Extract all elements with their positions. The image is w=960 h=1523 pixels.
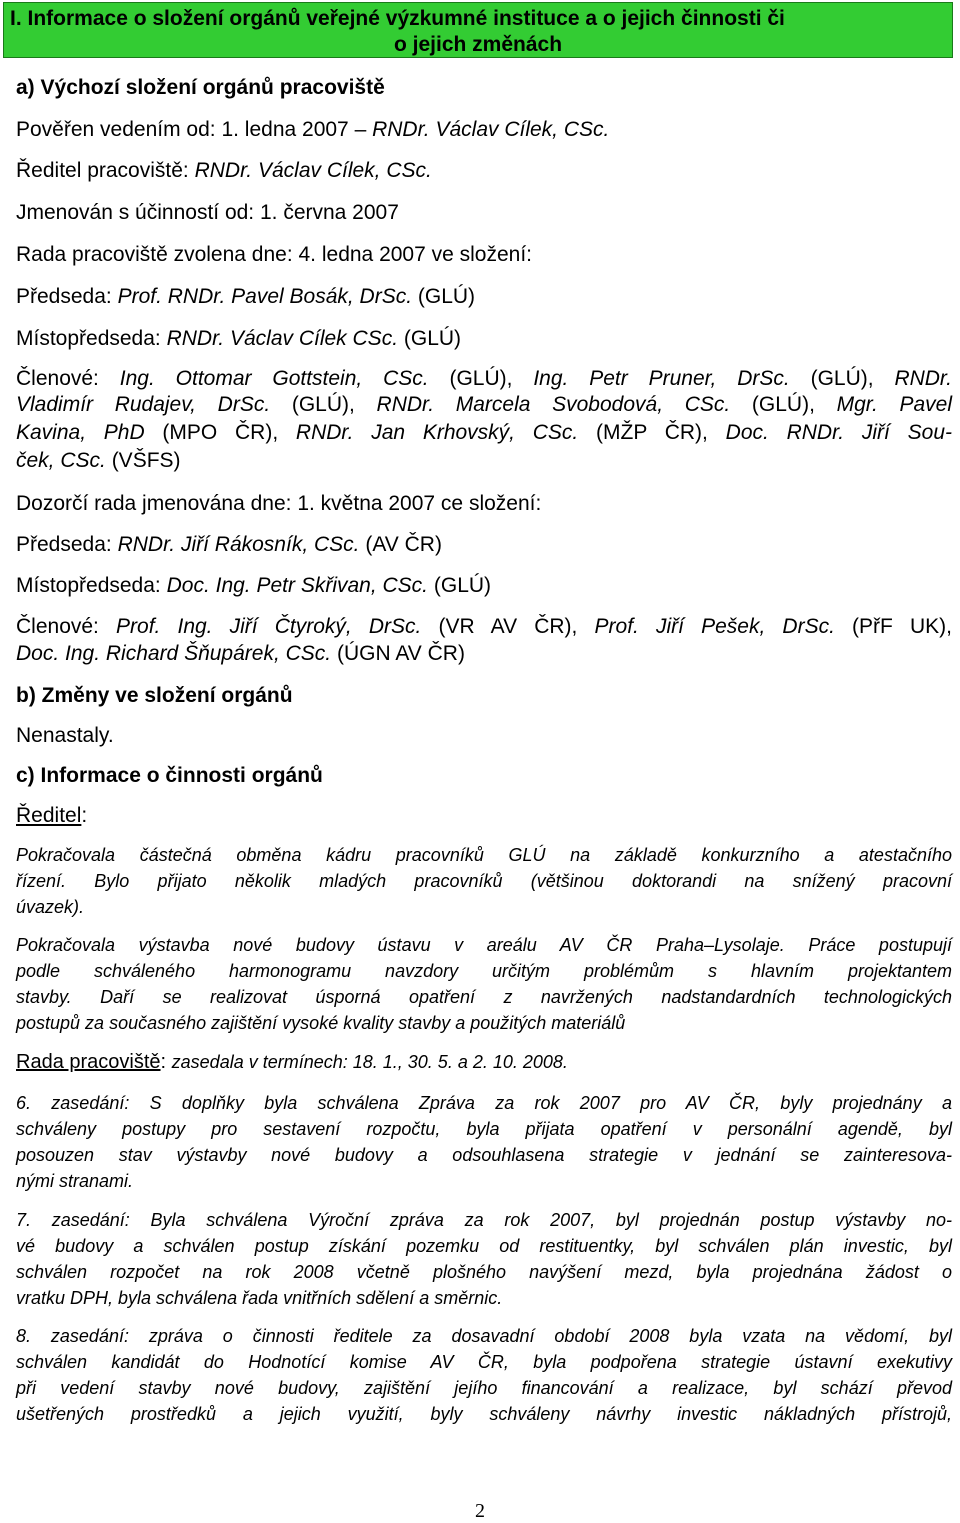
rada-clenove-label: Členové:	[16, 367, 120, 390]
zasedani-8-line-3: při vedení stavby nové budovy, zajištění jejího financování a realizace, byl schází převod	[16, 1378, 952, 1398]
rada-clen-gottstein: Ing. Ottomar Gottstein, CSc.	[119, 367, 429, 390]
rada-predseda-org: (GLÚ)	[412, 285, 476, 308]
rada-clenove-line-3	[16, 421, 952, 445]
rada-clen-org: (GLÚ),	[789, 367, 895, 390]
dozorci-clen-snuparek: Doc. Ing. Richard Šňupárek, CSc.	[16, 642, 332, 665]
rada-clenove-line-1	[16, 367, 952, 391]
dozorci-clen-org: (VR AV ČR),	[421, 615, 595, 638]
jmenovan-line: Jmenován s účinností od: 1. června 2007	[16, 201, 399, 224]
reditel-para-2-line-4: postupů za současného zajištění vysoké kvality stavby a použitých materiálů	[16, 1013, 626, 1033]
poveren-line	[16, 118, 609, 142]
rada-pracoviste-label: Rada pracoviště	[16, 1051, 161, 1073]
dozorci-mistopredseda-name: Doc. Ing. Petr Skřivan, CSc.	[166, 574, 429, 597]
rada-clen-soucek-cont: ček, CSc.	[16, 449, 106, 472]
rada-predseda-line	[16, 285, 475, 309]
section-b-text: Nenastaly.	[16, 724, 114, 747]
dozorci-jmenovana-line: Dozorčí rada jmenována dne: 1. května 2007 ce složení:	[16, 492, 542, 515]
reditel-line	[16, 159, 432, 183]
reditel-label: Ředitel pracoviště:	[16, 159, 195, 182]
rada-mistopredseda-line	[16, 327, 461, 351]
section-c-heading: c) Informace o činnosti orgánů	[16, 764, 323, 787]
rada-mistopredseda-name: RNDr. Václav Cílek CSc.	[166, 327, 399, 350]
dozorci-predseda-org: (AV ČR)	[359, 533, 442, 556]
poveren-name: RNDr. Václav Cílek, CSc.	[372, 118, 610, 141]
chapter-heading-banner	[3, 2, 953, 58]
zasedani-7-line-1: 7. zasedání: Byla schválena Výroční zpráva za rok 2007, byl projednán postup výstavby no-	[16, 1210, 952, 1230]
rada-mistopredseda-org: (GLÚ)	[398, 327, 462, 350]
reditel-para-2-line-2: podle schváleného harmonogramu navzdory určitým problémům s hlavním projektantem	[16, 961, 952, 981]
rada-clen-org: (MŽP ČR),	[578, 421, 726, 444]
dozorci-clenove-line-2	[16, 642, 465, 666]
rada-predseda-label: Předseda:	[16, 285, 118, 308]
reditel-name: RNDr. Václav Cílek, CSc.	[194, 159, 432, 182]
rada-clenove-line-2	[16, 393, 952, 417]
poveren-label: Pověřen vedením od: 1. ledna 2007 –	[16, 118, 373, 141]
dozorci-mistopredseda-label: Místopředseda:	[16, 574, 167, 597]
zasedani-6-line-4: nými stranami.	[16, 1171, 134, 1191]
rada-clen-svobodova: RNDr. Marcela Svobodová, CSc.	[376, 393, 731, 416]
rada-pracoviste-line	[16, 1051, 568, 1074]
dozorci-clen-ctyroky: Prof. Ing. Jiří Čtyroký, DrSc.	[116, 615, 422, 638]
zasedani-6-line-2: schváleny postupy pro sestavení rozpočtu, byla přijata opatření v personální agendě, byl	[16, 1119, 952, 1139]
reditel-para-2-line-1: Pokračovala výstavba nové budovy ústavu v areálu AV ČR Praha–Lysolaje. Práce postupují	[16, 935, 952, 955]
zasedani-8-line-1: 8. zasedání: zpráva o činnosti ředitele za dosavadní období 2008 byla vzata na vědomí, byl	[16, 1326, 952, 1346]
rada-mistopredseda-label: Místopředseda:	[16, 327, 167, 350]
zasedani-7-line-3: schválen rozpočet na rok 2008 včetně plošného navýšení mezd, byla projednána žádost o	[16, 1262, 952, 1282]
zasedani-8-line-4: ušetřených prostředků a jejich využití, byly schváleny návrhy investic nákladných přístrojů,	[16, 1404, 952, 1424]
reditel-subheading-colon: :	[81, 804, 88, 827]
rada-clen-krhovsky: RNDr. Jan Krhovský, CSc.	[295, 421, 579, 444]
rada-pracoviste-text: zasedala v termínech: 18. 1., 30. 5. a 2. 10. 2008.	[171, 1052, 568, 1072]
page-number: 2	[475, 1500, 485, 1522]
chapter-heading-line-2: o jejich změnách	[393, 33, 563, 56]
reditel-subheading	[16, 804, 87, 828]
rada-clen-org: (MPO ČR),	[144, 421, 296, 444]
dozorci-clen-org: (PřF UK),	[834, 615, 953, 638]
rada-clen-kavina-title: Mgr. Pavel	[836, 393, 953, 416]
dozorci-clenove-label: Členové:	[16, 615, 117, 638]
zasedani-7-line-2: vé budovy a schválen postup získání pozemku od restituentky, byl schválen plán investic, byl	[16, 1236, 952, 1256]
rada-clen-kavina: Kavina, PhD	[16, 421, 145, 444]
rada-zvolena-line: Rada pracoviště zvolena dne: 4. ledna 2007 ve složení:	[16, 243, 533, 266]
rada-pracoviste-colon: :	[160, 1051, 172, 1073]
rada-clen-org: (VŠFS)	[105, 449, 181, 472]
dozorci-predseda-name: RNDr. Jiří Rákosník, CSc.	[117, 533, 360, 556]
chapter-heading-line-1: I. Informace o složení orgánů veřejné výzkumné instituce a o jejich činnosti či	[10, 7, 785, 30]
dozorci-clenove-line-1	[16, 615, 952, 639]
rada-clen-org: (GLÚ),	[428, 367, 534, 390]
rada-predseda-name: Prof. RNDr. Pavel Bosák, DrSc.	[117, 285, 413, 308]
reditel-para-1-line-2: řízení. Bylo přijato několik mladých pracovníků (většinou doktorandi na snížený pracovní	[16, 871, 952, 891]
dozorci-clen-pesek: Prof. Jiří Pešek, DrSc.	[594, 615, 835, 638]
rada-clen-org: (GLÚ),	[270, 393, 377, 416]
dozorci-clen-org: (ÚGN AV ČR)	[331, 642, 465, 665]
rada-clen-org: (GLÚ),	[730, 393, 837, 416]
reditel-para-2-line-3: stavby. Daří se realizovat úsporná opatření z navržených nadstandardních technologických	[16, 987, 952, 1007]
dozorci-predseda-label: Předseda:	[16, 533, 118, 556]
rada-clen-rudajev-title: RNDr.	[894, 367, 952, 390]
zasedani-6-line-1: 6. zasedání: S doplňky byla schválena Zpráva za rok 2007 pro AV ČR, byly projednány a	[16, 1093, 952, 1113]
dozorci-mistopredseda-line	[16, 574, 491, 598]
reditel-para-1-line-1: Pokračovala částečná obměna kádru pracovníků GLÚ na základě konkurzního a atestačního	[16, 845, 952, 865]
reditel-para-1-line-3: úvazek).	[16, 897, 85, 917]
section-b-heading: b) Změny ve složení orgánů	[16, 684, 293, 707]
section-a-heading: a) Výchozí složení orgánů pracoviště	[16, 76, 385, 99]
rada-clenove-line-4	[16, 449, 181, 473]
zasedani-7-line-4: vratku DPH, byla schválena řada vnitřních sdělení a směrnic.	[16, 1288, 503, 1308]
reditel-subheading-label: Ředitel	[16, 804, 82, 827]
zasedani-8-line-2: schválen kandidát do Hodnotící komise AV ČR, byla podpořena strategie ústavní exekutivy	[16, 1352, 952, 1372]
rada-clen-soucek: Doc. RNDr. Jiří Sou-	[725, 421, 952, 444]
rada-clen-pruner: Ing. Petr Pruner, DrSc.	[533, 367, 790, 390]
zasedani-6-line-3: posouzen stav výstavby nové budovy a odsouhlasena strategie v jednání se zainteresova-	[16, 1145, 952, 1165]
dozorci-mistopredseda-org: (GLÚ)	[428, 574, 492, 597]
rada-clen-rudajev: Vladimír Rudajev, DrSc.	[16, 393, 271, 416]
dozorci-predseda-line	[16, 533, 442, 557]
